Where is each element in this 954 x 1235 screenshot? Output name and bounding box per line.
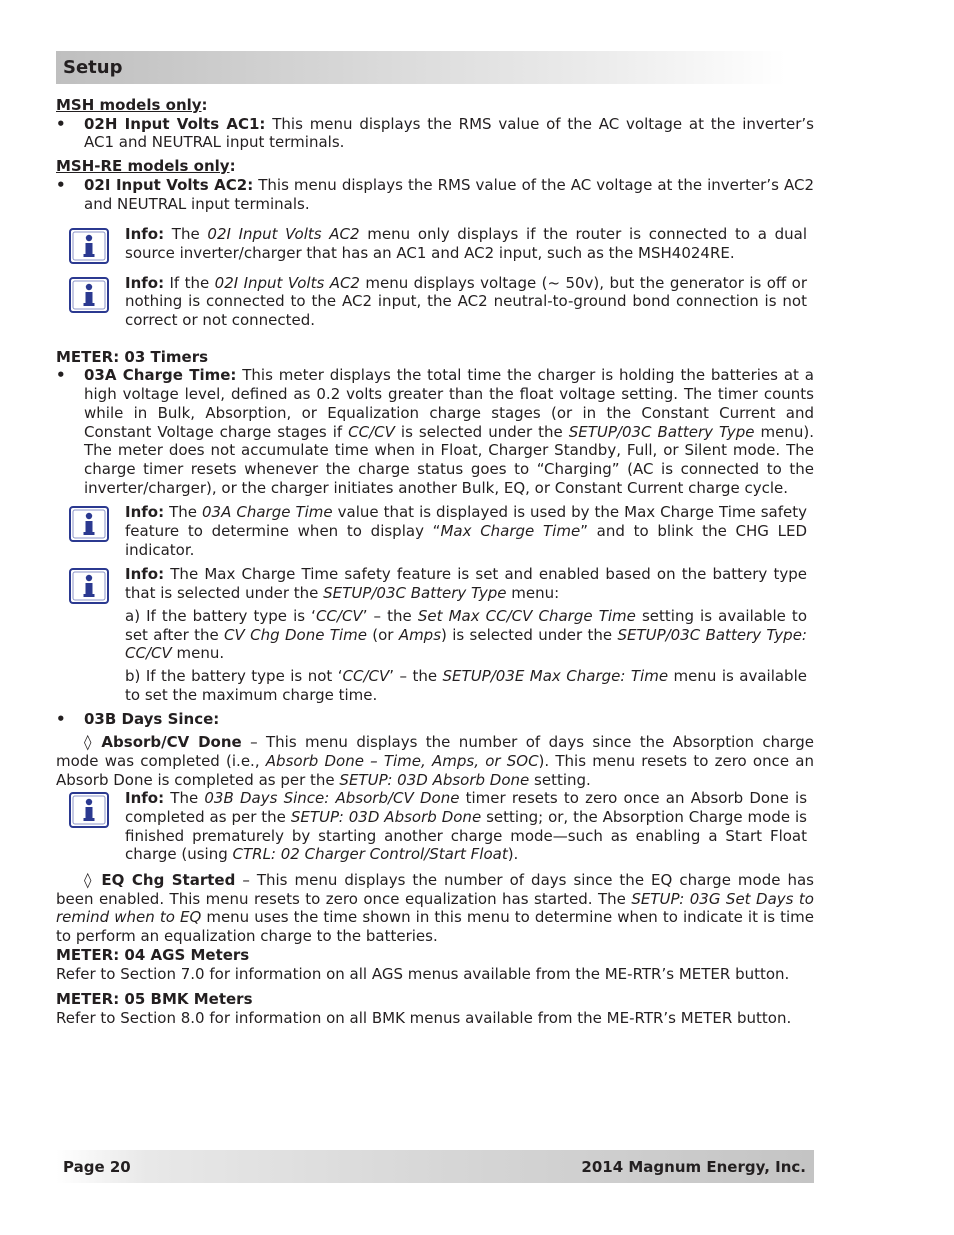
bullet-dot: •: [56, 114, 66, 133]
bullet-02h-input-volts-ac1: • 02H Input Volts AC1: This menu displays the RMS value of the AC voltage at the inverter’s AC1 and NEUTRAL input terminals.: [56, 114, 814, 152]
info-text: Info: If the 02I Input Volts AC2 menu displays voltage (~ 50v), but the generator is off or nothing is connected to the AC2 input, the AC2 neutral-to-ground bond connection is not correct or not connected.: [125, 273, 807, 330]
heading-meter-05-bmk: METER: 05 BMK Meters: [56, 990, 253, 1009]
ags-text: Refer to Section 7.0 for information on all AGS menus available from the ME-RTR’s METER button.: [56, 964, 790, 983]
bmk-text: Refer to Section 8.0 for information on all BMK menus available from the ME-RTR’s METER button.: [56, 1008, 792, 1027]
bullet-dot: •: [56, 710, 66, 729]
info-note-days-since-reset: [56, 789, 814, 864]
info-note-charge-time-value: [56, 503, 814, 559]
manual-page: [56, 0, 814, 1235]
info-text: Info: The Max Charge Time safety feature is set and enabled based on the battery type that is selected under the SETUP/03C Battery Type menu:: [125, 565, 807, 603]
bullet-03b-days-since: • 03B Days Since:: [56, 710, 220, 729]
info-note-ac2-voltage: [56, 274, 814, 330]
diamond-bullet: ◊: [84, 871, 92, 890]
diamond-bullet: ◊: [84, 733, 92, 752]
info-text-option-a: a) If the battery type is ‘CC/CV’ – the Set Max CC/CV Charge Time setting is available to set after the CV Chg Done Time (or Amps) is selected under the SETUP/03C Battery Type: CC/CV menu.: [125, 606, 807, 663]
copyright: 2014 Magnum Energy, Inc.: [581, 1158, 806, 1176]
bullet-03a-charge-time: • 03A Charge Time: This meter displays the total time the charger is holding the batteries at a high voltage level, defined as 0.2 volts greater than the float voltage setting. The timer counts while in Bulk, Absorption, or Equalization charge stages (or in the Constant Current and Constant Voltage charge stages if CC/CV is selected under the SETUP/03C Battery Type menu). The meter does not accumulate time when in Float, Charger Standby, Full, or Silent mode. The charge timer resets whenever the charge status goes to “Charging” (AC is connected to the inverter/charger), or the charger initiates another Bulk, EQ, or Constant Current charge cycle.: [56, 366, 814, 497]
page-number: Page 20: [63, 1158, 131, 1176]
heading-meter-03-timers: METER: 03 Timers: [56, 347, 209, 366]
msh-re-models-label: MSH-RE models only:: [56, 157, 236, 176]
bullet-02i-input-volts-ac2: • 02I Input Volts AC2: This menu displays the RMS value of the AC voltage at the inverter’s AC2 and NEUTRAL input terminals.: [56, 175, 814, 213]
section-header-bar: [56, 51, 786, 84]
section-title: Setup: [63, 57, 123, 78]
sub-absorb-cv-done: ◊ Absorb/CV Done – This menu displays the number of days since the Absorption charge mode was completed (i.e., Absorb Done – Time, Amps, or SOC). This menu resets to zero once an Absorb Done is completed as per the SETUP: 03D Absorb Done setting.: [56, 733, 815, 789]
info-icon: [69, 568, 109, 604]
page-footer: [56, 1150, 814, 1183]
info-note-ac2-display: [56, 225, 814, 262]
info-note-max-charge-time: [56, 565, 814, 704]
info-text: Info: The 03A Charge Time value that is displayed is used by the Max Charge Time safety feature to determine when to display “Max Charge Time” and to blink the CHG LED indicator.: [125, 503, 808, 559]
msh-models-label: MSH models only:: [56, 96, 208, 114]
info-icon: [69, 277, 109, 313]
info-text: Info: The 02I Input Volts AC2 menu only displays if the router is connected to a dual source inverter/charger that has an AC1 and AC2 input, such as the MSH4024RE.: [125, 225, 808, 262]
info-text: Info: The 03B Days Since: Absorb/CV Done timer resets to zero once an Absorb Done is completed as per the SETUP: 03D Absorb Done setting; or, the Absorption Charge mode is finished prematurely by starting another charge mode—such as enabling a Start Float charge (using CTRL: 02 Charger Control/Start Float).: [125, 789, 808, 864]
info-text-option-b: b) If the battery type is not ‘CC/CV’ – the SETUP/03E Max Charge: Time menu is available to set the maximum charge time.: [125, 666, 807, 704]
sub-eq-chg-started: ◊ EQ Chg Started – This menu displays the number of days since the EQ charge mode has been enabled. This menu resets to zero once equalization has started. The SETUP: 03G Set Days to remind when to EQ menu uses the time shown in this menu to determine when to indicate it is time to perform an equalization charge to the batteries.: [56, 871, 814, 946]
info-icon: [69, 506, 109, 542]
page-content: [56, 96, 814, 1028]
bullet-dot: •: [56, 175, 66, 194]
heading-meter-04-ags: METER: 04 AGS Meters: [56, 945, 250, 964]
info-icon: [69, 228, 109, 264]
info-icon: [69, 792, 109, 828]
bullet-dot: •: [56, 366, 66, 385]
